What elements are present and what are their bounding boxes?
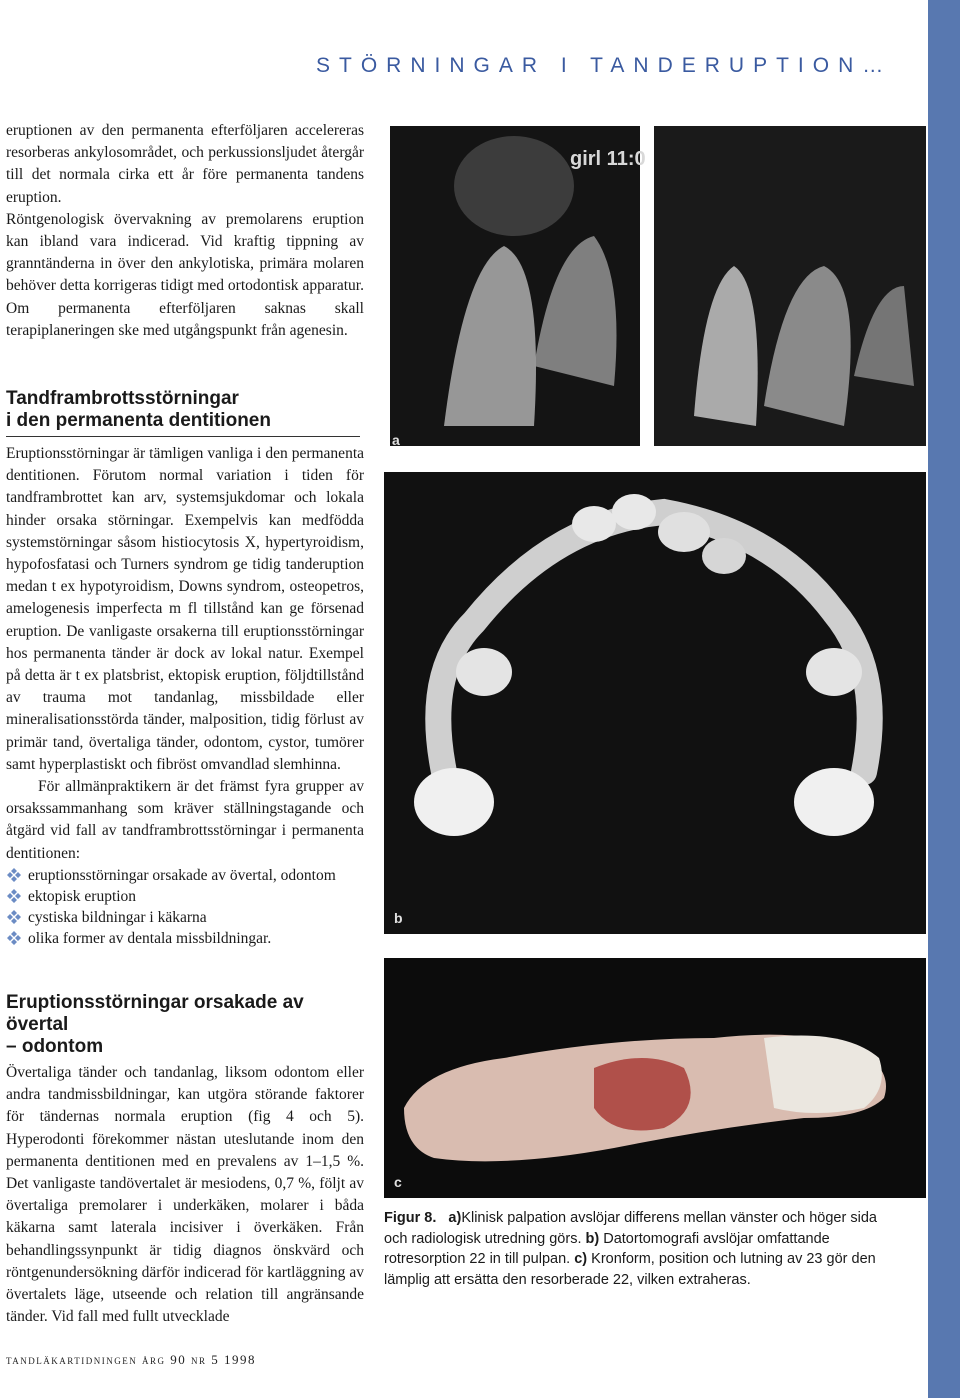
figure-label-c: c — [394, 1174, 402, 1190]
page-footer: tandläkartidningen årg 90 nr 5 1998 — [6, 1352, 256, 1367]
list-item — [6, 886, 364, 907]
radiograph-label-text: girl 11:0 — [570, 148, 646, 170]
list-item — [6, 928, 364, 949]
list-item — [6, 907, 364, 928]
caption-b-key: b) — [585, 1230, 600, 1247]
caption-label: Figur 8. — [384, 1210, 437, 1226]
list-item-text: olika former av dentala missbildningar. — [28, 929, 272, 947]
section-body: Övertaliga tänder och tandanlag, liksom odontom eller andra tandmissbildningar, kan utgöra störande faktorer för tändernas normala eruption (fig 4 och 5). Hyperodonti förekommer nästan uteslutande inom den permanenta dentitionen med en prevalens av 1–1,5 %. Det vanligaste tandövertalet är mesiodens, 0,7 %, följt av övertaliga premolarer i underkäken, molarer i båda käkarna samt laterala incisiver i överkäken. Från behandlingssynpunkt är tidig diagnos önskvärd och röntgenundersökning därför indicerad för kartläggning av övertalets läge, utseende och relation till angränsande tänder. Vid fall med fullt utvecklade — [6, 1064, 364, 1326]
section-heading-line2: – odontom — [6, 1036, 104, 1057]
running-head: STÖRNINGAR I TANDERUPTION… — [316, 54, 893, 77]
section-heading — [6, 992, 364, 1058]
page-edge-color-bar — [928, 0, 960, 1398]
diamond-bullet-icon — [6, 867, 22, 883]
list-item-text: eruptionsstörningar orsakade av övertal, odontom — [28, 866, 336, 884]
diamond-bullet-icon — [6, 909, 22, 925]
tooth-photo-image — [384, 958, 926, 1198]
figure-a-radiograph — [384, 126, 926, 462]
ct-scan-image — [384, 472, 926, 934]
section-heading — [6, 388, 364, 432]
section-heading-line1: Eruptionsstörningar orsakade av övertal — [6, 992, 304, 1035]
section-heading-line1: Tandframbrottsstörningar — [6, 388, 239, 409]
figure-label-a: a — [392, 432, 400, 448]
section-body-text: Förutom normal variation i tiden för tandframbrottet kan arv, systemsjukdomar och lokala hinder orsaka störningar. Exempelvis kan medfödda systemstörningar såsom histiocytosis X, hypertyroidism, hypofosfatasi och Turners syndrom ge tidig tanderuption medan t ex hypotyroidism, Downs syndrom, osteopetros, amelogenesis imperfecta m fl tillstånd kan ge försenad eruption. De vanligaste orsakerna till eruptionsstörningar hos permanenta tänder är dock av lokal natur. Exempel på detta är t ex platsbrist, ektopisk eruption, följdtillstånd av trauma mot tandanlag, missbildade eller mineralisationsstörda tänder, malposition, tidig förlust av primär tand, övertaliga tänder, odontom, cystor, tumörer samt hyperplastiskt och fibröst omvandlad slemhinna. — [6, 467, 365, 773]
caption-c: Kronform, position och lutning av 23 gör den lämplig att ersätta den resorberade 22, vilken extraheras. — [384, 1251, 876, 1288]
figure-caption — [384, 1208, 884, 1290]
caption-a-key: a) — [448, 1210, 462, 1226]
caption-b: Datortomografi avslöjar omfattande rotresorption 22 in till pulpan. — [384, 1230, 830, 1267]
list-item-text: cystiska bildningar i käkarna — [28, 908, 207, 926]
list-item-text: ektopisk eruption — [28, 887, 137, 905]
radiograph-image — [384, 126, 926, 462]
list-item — [6, 865, 364, 886]
figure-c-extracted-tooth — [384, 958, 926, 1198]
section-heading-line2: i den permanenta dentitionen — [6, 410, 271, 431]
section-eruption-disorders — [6, 388, 364, 949]
intro-paragraph-2: Röntgenologisk övervakning av premolarens eruption kan ibland vara indicerad. Vid kraftig tippning av granntänderna in över den ankylotiska, primära molaren behöver detta korrigeras tidigt med ortodontisk apparatur. Om permanenta efterföljaren saknas skall terapiplaneringen ske med utgångspunkt från agenesin. — [6, 210, 364, 339]
section-body — [6, 443, 364, 776]
heading-rule — [6, 436, 360, 437]
caption-c-key: c) — [574, 1251, 588, 1267]
diamond-bullet-icon — [6, 888, 22, 904]
section-lead: Eruptionsstörningar är tämligen vanliga i den permanenta dentitionen. — [6, 445, 364, 485]
diamond-bullet-icon — [6, 930, 22, 946]
intro-paragraph: eruptionen av den permanenta efterföljaren accelereras resorberas ankylosområdet, och perkussionsljudet återgår till det normala cirka ett år före permanenta tandens eruption. — [6, 122, 364, 206]
caption-a: Klinisk palpation avslöjar differens mellan vänster och höger sida och radiologisk utredning görs. — [384, 1210, 877, 1247]
section-supernumerary — [6, 992, 364, 1328]
intro-text — [6, 120, 364, 342]
figure-b-ct-scan — [384, 472, 926, 934]
section-body-2: För allmänpraktikern är det främst fyra grupper av orsakssammanhang som kräver ställningstagande och åtgärd vid fall av tandframbrottsstörningar i permanenta dentitionen: — [6, 778, 364, 862]
figure-label-b: b — [394, 910, 403, 926]
cause-list — [6, 865, 364, 949]
